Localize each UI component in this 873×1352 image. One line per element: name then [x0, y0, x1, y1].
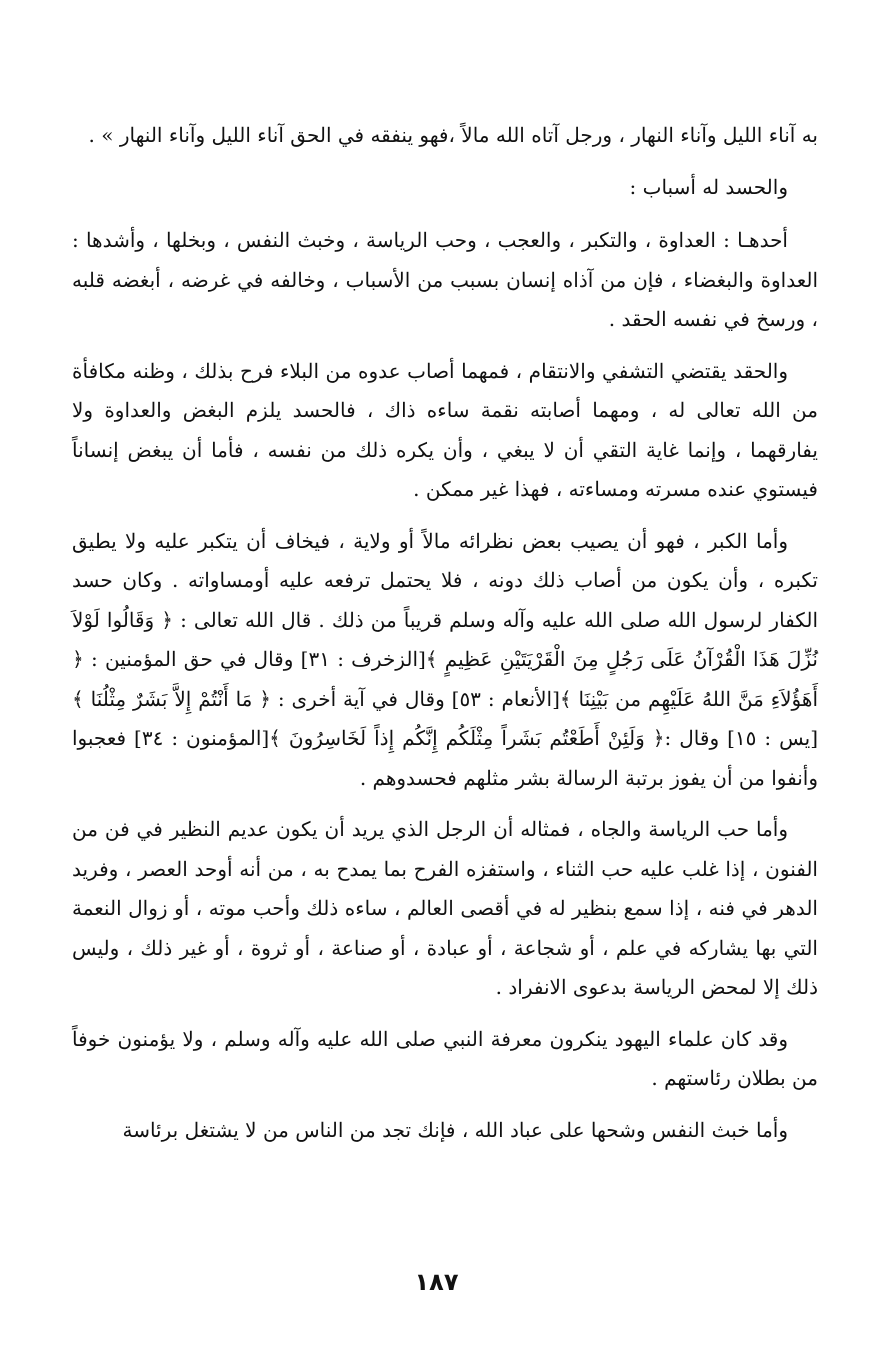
- paragraph-arrogance: وأما الكبر ، فهو أن يصيب بعض نظرائه مالاً أو ولاية ، فيخاف أن يتكبر عليه ولا يطيق تكبره ، وأن يكون من أصاب ذلك دونه ، فلا يحتمل ترفعه عليه أومساواته . وكان حسد الكفار لرسول الله صلى الله عليه وآله وسلم قريباً من ذلك . قال الله تعالى : ﴿ وَقَالُوا لَوْلاَ نُزِّلَ هَذَا الْقُرْآنُ عَلَى رَجُلٍ مِنَ الْقَرْيَتَيْنِ عَظِيمٍ ﴾[الزخرف : ٣١] وقال في حق المؤمنين : ﴿ أَهَؤُلاَءِ مَنَّ اللهُ عَلَيْهِم من بَيْنِنَا ﴾[الأنعام : ٥٣] وقال في آية أخرى : ﴿ مَا أَنْتُمْ إِلاَّ بَشَرٌ مِثْلُنَا ﴾[يس : ١٥] وقال :﴿ وَلَئِنْ أَطَعْتُم بَشَراً مِثْلَكُم إِنَّكُم إِذاً لَخَاسِرُونَ ﴾[المؤمنون : ٣٤] فعجبوا وأنفوا من أن يفوز برتبة الرسالة بشر مثلهم فحسدوهم .: [72, 528, 819, 790]
- paragraph-causes-intro: والحسد له أسباب :: [629, 174, 788, 199]
- paragraph-malice-of-soul: وأما خبث النفس وشحها على عباد الله ، فإنك تجد من الناس من لا يشتغل برئاسة: [122, 1117, 788, 1142]
- body-text: [72, 116, 818, 1162]
- paragraph-love-of-leadership: وأما حب الرياسة والجاه ، فمثاله أن الرجل الذي يريد أن يكون عديم النظير في فن من الفنون ، إذا غلب عليه حب الثناء ، واستفزه الفرح بما يمدح به ، من أنه أوحد العصر ، وفريد الدهر في فنه ، إذا سمع بنظير له في أقصى العالم ، ساءه ذلك وأحب موته ، أو زوال النعمة التي بها يشاركه في علم ، أو شجاعة ، أو عبادة ، أو صناعة ، أو ثروة ، أو غير ذلك ، وليس ذلك إلا لمحض الرياسة بدعوى الانفراد .: [72, 817, 818, 999]
- paragraph-jewish-scholars: وقد كان علماء اليهود ينكرون معرفة النبي صلى الله عليه وآله وسلم ، ولا يؤمنون خوفاً من بطلان رئاستهم .: [72, 1026, 818, 1090]
- paragraph-hatred: والحقد يقتضي التشفي والانتقام ، فمهما أصاب عدوه من البلاء فرح بذلك ، وظنه مكافأة من الله تعالى له ، ومهما أصابته نقمة ساءه ذاك ، فالحسد يلزم البغض والعداوة ولا يفارقهما ، وإنما غاية التقي أن لا يبغي ، وأن يكره ذلك من نفسه ، فأما أن يبغض إنساناً فيستوي عنده مسرته ومساءته ، فهذا غير ممكن .: [72, 358, 818, 501]
- page-number: ١٨٧: [414, 1268, 459, 1296]
- paragraph-hadith-end: به آناء الليل وآناء النهار ، ورجل آتاه الله مالاً ،فهو ينفقه في الحق آناء الليل وآناء النهار » .: [88, 123, 818, 147]
- paragraph-causes-list: أحدهـا : العداوة ، والتكبر ، والعجب ، وحب الرياسة ، وخبث النفس ، وبخلها ، وأشدها : العداوة والبغضاء ، فإن من آذاه إنسان بسبب من الأسباب ، وخالفه في غرضه ، أبغضه قلبه ، ورسخ في نفسه الحقد .: [72, 228, 818, 331]
